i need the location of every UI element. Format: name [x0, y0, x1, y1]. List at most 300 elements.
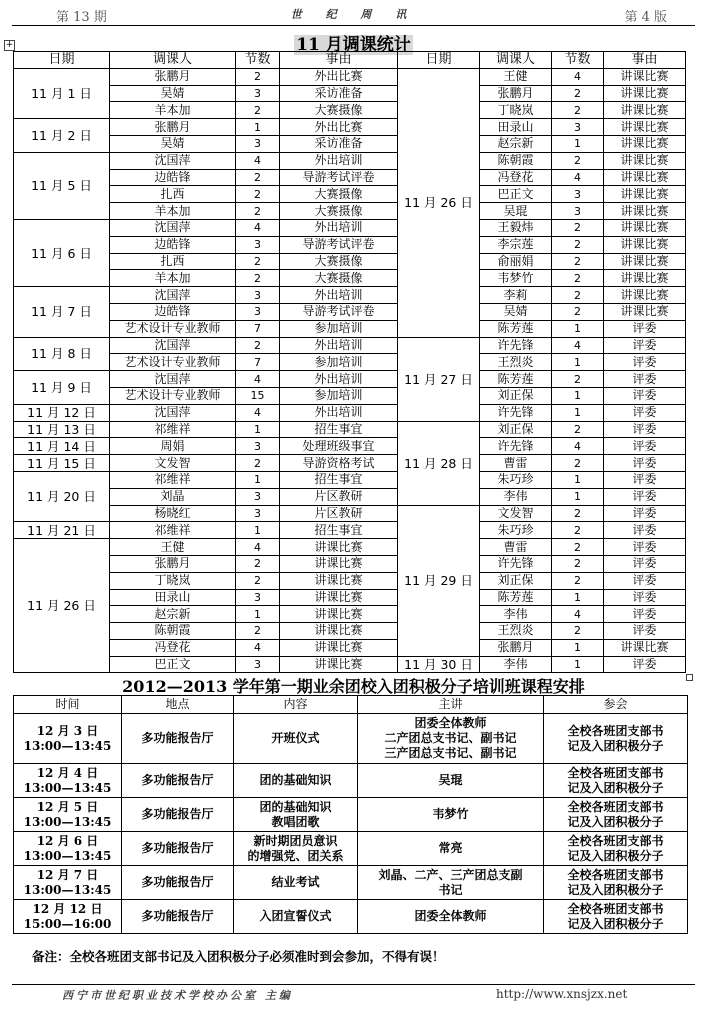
reason-cell: 大赛摄像 — [280, 203, 398, 220]
teacher-cell: 李伟 — [480, 656, 552, 673]
periods-cell: 2 — [552, 102, 604, 119]
periods-cell: 2 — [236, 572, 280, 589]
table-header-row — [14, 696, 688, 714]
teacher-cell: 陈朝霞 — [110, 623, 236, 640]
teacher-cell: 沈国萍 — [110, 219, 236, 236]
periods-cell: 4 — [236, 371, 280, 388]
teacher-cell: 扎西 — [110, 186, 236, 203]
column-header: 节数 — [552, 52, 604, 69]
periods-cell: 3 — [236, 438, 280, 455]
reason-cell: 讲课比赛 — [604, 219, 686, 236]
teacher-cell: 张鹏月 — [480, 639, 552, 656]
reason-cell: 讲课比赛 — [604, 68, 686, 85]
table-row — [14, 555, 686, 572]
reason-cell: 讲课比赛 — [280, 623, 398, 640]
teacher-cell: 文发智 — [110, 455, 236, 472]
reason-cell: 外出培训 — [280, 337, 398, 354]
periods-cell: 1 — [236, 119, 280, 136]
content-cell: 结业考试 — [234, 866, 358, 900]
table-row — [14, 68, 686, 85]
teacher-cell: 陈芳莲 — [480, 589, 552, 606]
teacher-cell: 沈国萍 — [110, 152, 236, 169]
reason-cell: 评委 — [604, 488, 686, 505]
teacher-cell: 张鹏月 — [110, 119, 236, 136]
periods-cell: 2 — [552, 522, 604, 539]
periods-cell: 2 — [236, 102, 280, 119]
date-cell: 11 月 13 日 — [14, 421, 110, 438]
teacher-cell: 韦梦竹 — [480, 270, 552, 287]
attendee-cell: 全校各班团支部书 记及入团积极分子 — [544, 832, 688, 866]
reason-cell: 大赛摄像 — [280, 253, 398, 270]
reason-cell: 讲课比赛 — [604, 203, 686, 220]
reason-cell: 讲课比赛 — [604, 102, 686, 119]
content-cell: 新时期团员意识 的增强党、团关系 — [234, 832, 358, 866]
periods-cell: 2 — [552, 152, 604, 169]
teacher-cell: 周娟 — [110, 438, 236, 455]
content-cell: 团的基础知识 — [234, 764, 358, 798]
periods-cell: 2 — [236, 555, 280, 572]
teacher-cell: 刘正保 — [480, 421, 552, 438]
date-cell: 11 月 9 日 — [14, 371, 110, 405]
table-row — [14, 572, 686, 589]
teacher-cell: 张鹏月 — [110, 68, 236, 85]
speaker-cell: 吴琨 — [358, 764, 544, 798]
date-cell: 11 月 2 日 — [14, 119, 110, 153]
reason-cell: 招生事宜 — [280, 471, 398, 488]
table-row — [14, 85, 686, 102]
reason-cell: 讲课比赛 — [604, 169, 686, 186]
periods-cell: 1 — [236, 522, 280, 539]
periods-cell: 3 — [236, 488, 280, 505]
teacher-cell: 俞丽娟 — [480, 253, 552, 270]
periods-cell: 1 — [552, 404, 604, 421]
teacher-cell: 许先锋 — [480, 438, 552, 455]
time-cell: 12 月 4 日 13:00—13:45 — [14, 764, 122, 798]
reason-cell: 评委 — [604, 623, 686, 640]
periods-cell: 4 — [552, 606, 604, 623]
reason-cell: 讲课比赛 — [604, 119, 686, 136]
table-row — [14, 623, 686, 640]
reason-cell: 评委 — [604, 572, 686, 589]
table-row — [14, 522, 686, 539]
time-cell: 12 月 3 日 13:00—13:45 — [14, 714, 122, 764]
periods-cell: 4 — [236, 404, 280, 421]
reason-cell: 招生事宜 — [280, 522, 398, 539]
teacher-cell: 沈国萍 — [110, 337, 236, 354]
periods-cell: 4 — [552, 68, 604, 85]
table-row — [14, 866, 688, 900]
column-header: 日期 — [14, 52, 110, 69]
teacher-cell: 丁晓岚 — [480, 102, 552, 119]
page-header — [12, 3, 695, 26]
periods-cell: 3 — [552, 203, 604, 220]
periods-cell: 2 — [552, 303, 604, 320]
column-header: 事由 — [280, 52, 398, 69]
reason-cell: 讲课比赛 — [604, 639, 686, 656]
periods-cell: 3 — [236, 236, 280, 253]
teacher-cell: 王毅炜 — [480, 219, 552, 236]
table-row — [14, 371, 686, 388]
date-cell: 11 月 26 日 — [14, 539, 110, 673]
speaker-cell: 刘晶、二产、三产团总支副 书记 — [358, 866, 544, 900]
reason-cell: 外出培训 — [280, 152, 398, 169]
teacher-cell: 陈芳莲 — [480, 371, 552, 388]
table-resize-handle[interactable] — [686, 674, 693, 681]
date-cell: 11 月 30 日 — [398, 656, 480, 673]
table-row — [14, 714, 688, 764]
reason-cell: 讲课比赛 — [280, 656, 398, 673]
periods-cell: 2 — [552, 421, 604, 438]
teacher-cell: 王健 — [480, 68, 552, 85]
table-row — [14, 471, 686, 488]
reason-cell: 片区教研 — [280, 488, 398, 505]
column-header: 调课人 — [110, 52, 236, 69]
teacher-cell: 朱巧珍 — [480, 522, 552, 539]
table-row — [14, 354, 686, 371]
teacher-cell: 刘正保 — [480, 387, 552, 404]
periods-cell: 2 — [552, 253, 604, 270]
table-row — [14, 152, 686, 169]
schedule-change-table — [13, 51, 686, 673]
reason-cell: 导游考试评卷 — [280, 236, 398, 253]
table-row — [14, 539, 686, 556]
periods-cell: 1 — [552, 589, 604, 606]
reason-cell: 参加培训 — [280, 387, 398, 404]
table-move-handle-icon[interactable]: + — [5, 40, 14, 50]
periods-cell: 7 — [236, 320, 280, 337]
date-cell: 11 月 21 日 — [14, 522, 110, 539]
reason-cell: 讲课比赛 — [604, 152, 686, 169]
periods-cell: 4 — [236, 219, 280, 236]
teacher-cell: 文发智 — [480, 505, 552, 522]
newspaper-name: 世 纪 周 讯 — [290, 8, 417, 21]
date-cell: 11 月 14 日 — [14, 438, 110, 455]
periods-cell: 1 — [552, 471, 604, 488]
table-row — [14, 287, 686, 304]
reason-cell: 评委 — [604, 522, 686, 539]
reason-cell: 片区教研 — [280, 505, 398, 522]
table-row — [14, 320, 686, 337]
periods-cell: 2 — [552, 371, 604, 388]
date-cell: 11 月 6 日 — [14, 219, 110, 286]
teacher-cell: 边皓锋 — [110, 236, 236, 253]
periods-cell: 3 — [552, 119, 604, 136]
periods-cell: 4 — [552, 337, 604, 354]
table-row — [14, 203, 686, 220]
column-header: 节数 — [236, 52, 280, 69]
teacher-cell: 许先锋 — [480, 337, 552, 354]
teacher-cell: 沈国萍 — [110, 287, 236, 304]
date-cell: 11 月 20 日 — [14, 471, 110, 521]
teacher-cell: 吴婧 — [480, 303, 552, 320]
periods-cell: 2 — [552, 236, 604, 253]
teacher-cell: 张鹏月 — [110, 555, 236, 572]
teacher-cell: 吴婧 — [110, 135, 236, 152]
website-url[interactable]: http://www.xnsjzx.net — [496, 987, 628, 1001]
column-header: 内容 — [234, 696, 358, 714]
teacher-cell: 许先锋 — [480, 404, 552, 421]
teacher-cell: 曹雷 — [480, 455, 552, 472]
teacher-cell: 沈国萍 — [110, 404, 236, 421]
reason-cell: 讲课比赛 — [280, 589, 398, 606]
table-row — [14, 798, 688, 832]
table-row — [14, 337, 686, 354]
periods-cell: 2 — [236, 68, 280, 85]
speaker-cell: 团委全体教师 — [358, 900, 544, 934]
teacher-cell: 朱巧珍 — [480, 471, 552, 488]
table-row — [14, 488, 686, 505]
place-cell: 多功能报告厅 — [122, 798, 234, 832]
periods-cell: 3 — [236, 85, 280, 102]
time-cell: 12 月 12 日 15:00—16:00 — [14, 900, 122, 934]
periods-cell: 2 — [552, 287, 604, 304]
periods-cell: 2 — [236, 337, 280, 354]
periods-cell: 1 — [552, 656, 604, 673]
table-row — [14, 236, 686, 253]
time-cell: 12 月 6 日 13:00—13:45 — [14, 832, 122, 866]
teacher-cell: 艺术设计专业教师 — [110, 354, 236, 371]
teacher-cell: 吴婧 — [110, 85, 236, 102]
periods-cell: 1 — [552, 135, 604, 152]
table-row — [14, 270, 686, 287]
reason-cell: 采访准备 — [280, 85, 398, 102]
teacher-cell: 丁晓岚 — [110, 572, 236, 589]
teacher-cell: 李莉 — [480, 287, 552, 304]
teacher-cell: 边皓锋 — [110, 169, 236, 186]
date-cell: 11 月 27 日 — [398, 337, 480, 421]
periods-cell: 2 — [552, 623, 604, 640]
table-row — [14, 589, 686, 606]
speaker-cell: 常亮 — [358, 832, 544, 866]
table-row — [14, 900, 688, 934]
periods-cell: 3 — [236, 656, 280, 673]
periods-cell: 2 — [552, 555, 604, 572]
teacher-cell: 张鹏月 — [480, 85, 552, 102]
speaker-cell: 韦梦竹 — [358, 798, 544, 832]
table-row — [14, 438, 686, 455]
content-cell: 开班仪式 — [234, 714, 358, 764]
periods-cell: 1 — [236, 471, 280, 488]
table-row — [14, 505, 686, 522]
teacher-cell: 祁维祥 — [110, 421, 236, 438]
periods-cell: 2 — [236, 270, 280, 287]
reason-cell: 评委 — [604, 656, 686, 673]
teacher-cell: 羊本加 — [110, 270, 236, 287]
teacher-cell: 赵宗新 — [110, 606, 236, 623]
table1-title: 11 月调课统计 — [296, 35, 411, 55]
reason-cell: 外出比赛 — [280, 119, 398, 136]
periods-cell: 2 — [236, 455, 280, 472]
table-row — [14, 387, 686, 404]
teacher-cell: 李伟 — [480, 488, 552, 505]
table-row — [14, 253, 686, 270]
teacher-cell: 扎西 — [110, 253, 236, 270]
reason-cell: 外出培训 — [280, 219, 398, 236]
periods-cell: 1 — [552, 320, 604, 337]
periods-cell: 3 — [236, 303, 280, 320]
teacher-cell: 艺术设计专业教师 — [110, 320, 236, 337]
content-cell: 团的基础知识 教唱团歌 — [234, 798, 358, 832]
periods-cell: 7 — [236, 354, 280, 371]
reason-cell: 讲课比赛 — [604, 287, 686, 304]
reason-cell: 大赛摄像 — [280, 270, 398, 287]
periods-cell: 2 — [236, 203, 280, 220]
teacher-cell: 李宗莲 — [480, 236, 552, 253]
table-row — [14, 119, 686, 136]
teacher-cell: 陈芳莲 — [480, 320, 552, 337]
teacher-cell: 陈朝霞 — [480, 152, 552, 169]
teacher-cell: 田录山 — [110, 589, 236, 606]
table-row — [14, 135, 686, 152]
periods-cell: 2 — [552, 539, 604, 556]
periods-cell: 2 — [236, 169, 280, 186]
teacher-cell: 王烈炎 — [480, 354, 552, 371]
attendee-cell: 全校各班团支部书 记及入团积极分子 — [544, 798, 688, 832]
periods-cell: 1 — [552, 387, 604, 404]
table-row — [14, 832, 688, 866]
teacher-cell: 艺术设计专业教师 — [110, 387, 236, 404]
attendee-cell: 全校各班团支部书 记及入团积极分子 — [544, 866, 688, 900]
periods-cell: 2 — [236, 623, 280, 640]
page-number: 第 4 版 — [624, 10, 667, 25]
table-row — [14, 421, 686, 438]
place-cell: 多功能报告厅 — [122, 832, 234, 866]
periods-cell: 2 — [552, 455, 604, 472]
periods-cell: 1 — [236, 606, 280, 623]
column-header: 事由 — [604, 52, 686, 69]
date-cell: 11 月 1 日 — [14, 68, 110, 118]
teacher-cell: 巴正文 — [480, 186, 552, 203]
reason-cell: 讲课比赛 — [604, 303, 686, 320]
periods-cell: 1 — [552, 354, 604, 371]
reason-cell: 评委 — [604, 371, 686, 388]
teacher-cell: 田录山 — [480, 119, 552, 136]
reason-cell: 招生事宜 — [280, 421, 398, 438]
table-row — [14, 656, 686, 673]
time-cell: 12 月 7 日 13:00—13:45 — [14, 866, 122, 900]
reason-cell: 外出比赛 — [280, 68, 398, 85]
teacher-cell: 王健 — [110, 539, 236, 556]
reason-cell: 评委 — [604, 387, 686, 404]
column-header: 调课人 — [480, 52, 552, 69]
table-row — [14, 455, 686, 472]
reason-cell: 评委 — [604, 455, 686, 472]
reason-cell: 评委 — [604, 337, 686, 354]
place-cell: 多功能报告厅 — [122, 714, 234, 764]
periods-cell: 1 — [236, 421, 280, 438]
date-cell: 11 月 7 日 — [14, 287, 110, 337]
reason-cell: 评委 — [604, 404, 686, 421]
teacher-cell: 杨晓红 — [110, 505, 236, 522]
periods-cell: 2 — [236, 186, 280, 203]
page-footer — [12, 984, 695, 1002]
reason-cell: 评委 — [604, 354, 686, 371]
table-row — [14, 219, 686, 236]
table-row — [14, 169, 686, 186]
teacher-cell: 羊本加 — [110, 102, 236, 119]
place-cell: 多功能报告厅 — [122, 900, 234, 934]
teacher-cell: 冯登花 — [480, 169, 552, 186]
date-cell: 11 月 28 日 — [398, 421, 480, 505]
teacher-cell: 冯登花 — [110, 639, 236, 656]
column-header: 地点 — [122, 696, 234, 714]
periods-cell: 3 — [236, 505, 280, 522]
teacher-cell: 赵宗新 — [480, 135, 552, 152]
table-row — [14, 639, 686, 656]
reason-cell: 讲课比赛 — [604, 186, 686, 203]
teacher-cell: 边皓锋 — [110, 303, 236, 320]
table-header-row — [14, 52, 686, 69]
table-row — [14, 186, 686, 203]
teacher-cell: 刘晶 — [110, 488, 236, 505]
editor-office: 西宁市世纪职业技术学校办公室 主编 — [62, 989, 293, 1002]
teacher-cell: 李伟 — [480, 606, 552, 623]
table2-title: 2012—2013 学年第一期业余团校入团积极分子培训班课程安排 — [122, 677, 585, 696]
periods-cell: 2 — [236, 253, 280, 270]
reason-cell: 讲课比赛 — [604, 270, 686, 287]
place-cell: 多功能报告厅 — [122, 866, 234, 900]
reason-cell: 大赛摄像 — [280, 186, 398, 203]
reason-cell: 讲课比赛 — [604, 236, 686, 253]
reason-cell: 评委 — [604, 421, 686, 438]
teacher-cell: 刘正保 — [480, 572, 552, 589]
teacher-cell: 巴正文 — [110, 656, 236, 673]
date-cell: 11 月 15 日 — [14, 455, 110, 472]
reason-cell: 讲课比赛 — [604, 253, 686, 270]
time-cell: 12 月 5 日 13:00—13:45 — [14, 798, 122, 832]
periods-cell: 3 — [236, 287, 280, 304]
periods-cell: 4 — [552, 169, 604, 186]
table-row — [14, 102, 686, 119]
date-cell: 11 月 12 日 — [14, 404, 110, 421]
reason-cell: 评委 — [604, 539, 686, 556]
periods-cell: 3 — [236, 135, 280, 152]
periods-cell: 3 — [236, 589, 280, 606]
reason-cell: 讲课比赛 — [280, 606, 398, 623]
table-row — [14, 303, 686, 320]
teacher-cell: 吴琨 — [480, 203, 552, 220]
column-header: 日期 — [398, 52, 480, 69]
teacher-cell: 祁维祥 — [110, 471, 236, 488]
reason-cell: 讲课比赛 — [604, 135, 686, 152]
reason-cell: 讲课比赛 — [280, 572, 398, 589]
periods-cell: 2 — [552, 219, 604, 236]
reason-cell: 评委 — [604, 320, 686, 337]
periods-cell: 4 — [552, 438, 604, 455]
reason-cell: 外出培训 — [280, 287, 398, 304]
reason-cell: 外出培训 — [280, 371, 398, 388]
teacher-cell: 曹雷 — [480, 539, 552, 556]
attendance-note: 备注：全校各班团支部书记及入团积极分子必须准时到会参加，不得有误！ — [32, 949, 445, 964]
date-cell: 11 月 29 日 — [398, 505, 480, 656]
reason-cell: 处理班级事宜 — [280, 438, 398, 455]
attendee-cell: 全校各班团支部书 记及入团积极分子 — [544, 900, 688, 934]
column-header: 参会 — [544, 696, 688, 714]
reason-cell: 外出培训 — [280, 404, 398, 421]
periods-cell: 15 — [236, 387, 280, 404]
attendee-cell: 全校各班团支部书 记及入团积极分子 — [544, 714, 688, 764]
periods-cell: 1 — [552, 639, 604, 656]
table-row — [14, 404, 686, 421]
periods-cell: 3 — [552, 186, 604, 203]
reason-cell: 评委 — [604, 505, 686, 522]
training-course-table — [13, 695, 688, 934]
content-cell: 入团宣誓仪式 — [234, 900, 358, 934]
reason-cell: 评委 — [604, 589, 686, 606]
reason-cell: 导游考试评卷 — [280, 303, 398, 320]
table-row — [14, 606, 686, 623]
column-header: 时间 — [14, 696, 122, 714]
